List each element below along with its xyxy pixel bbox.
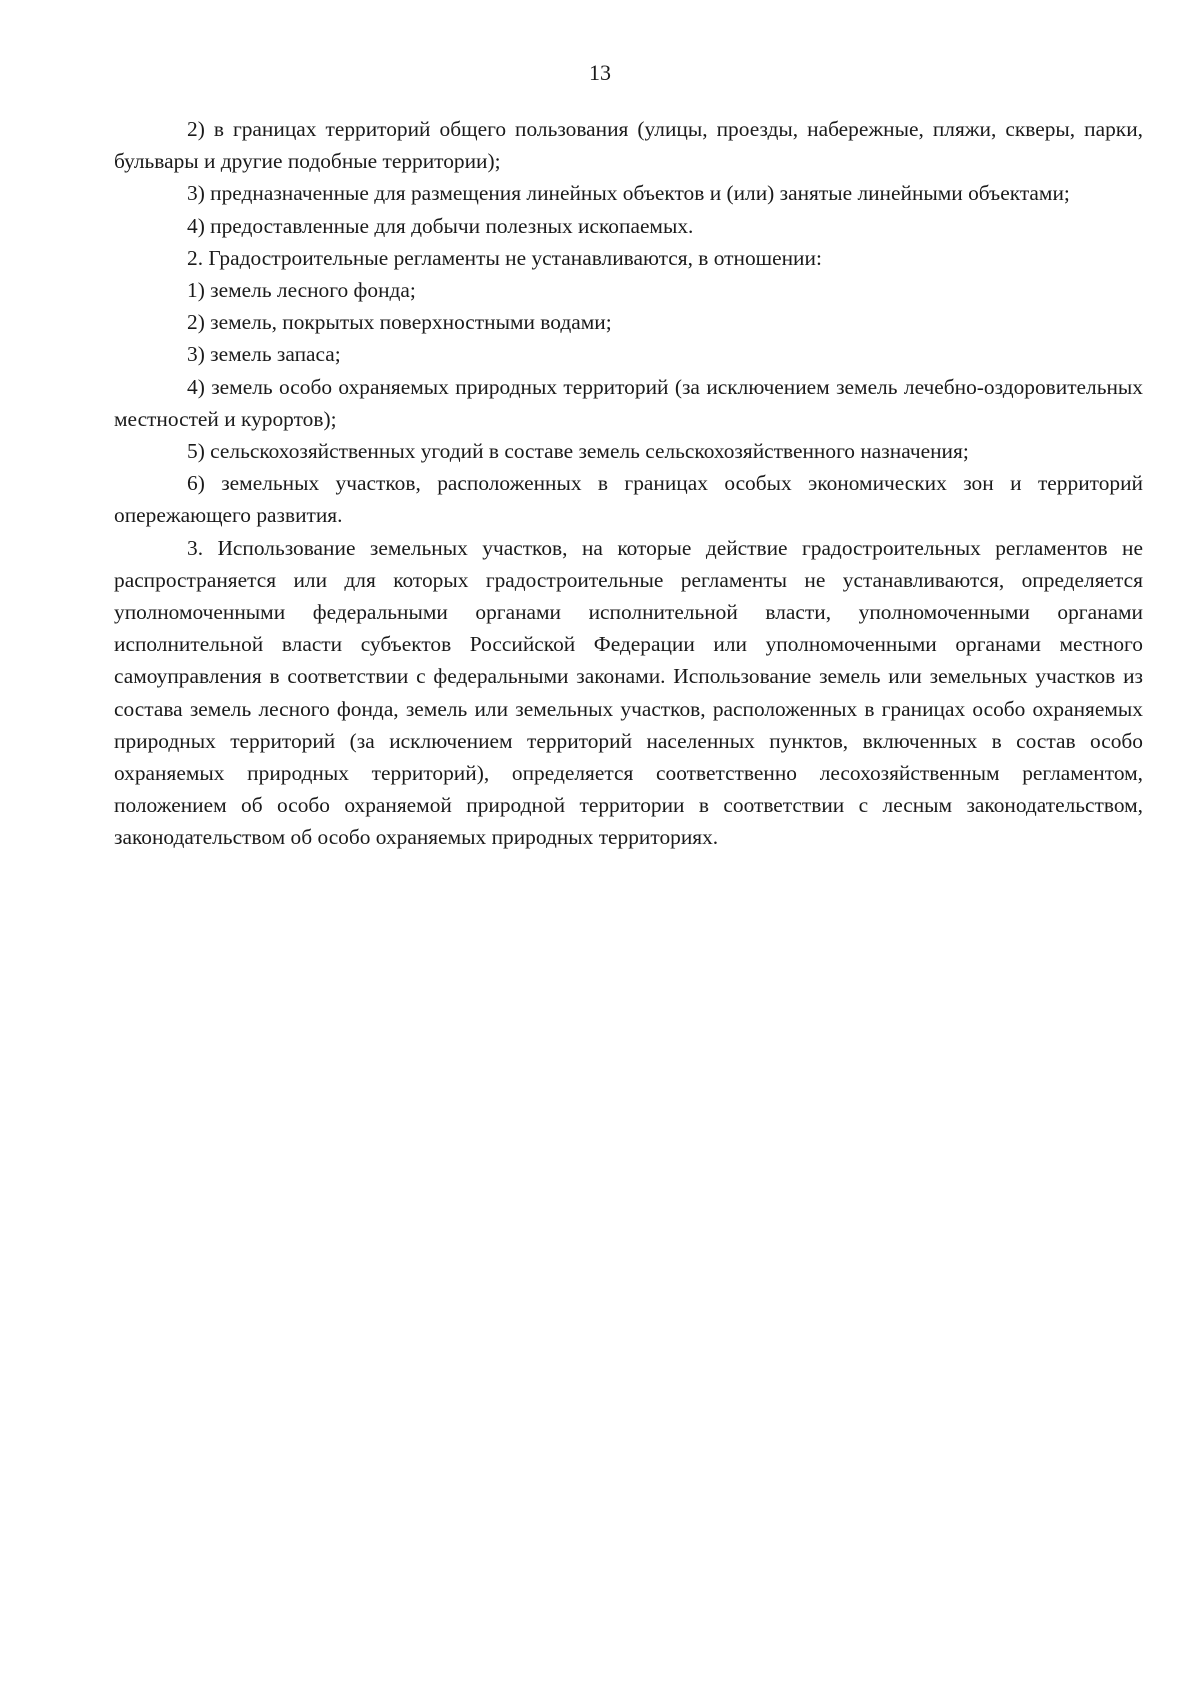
paragraph-item-5-agricultural-lands: 5) сельскохозяйственных угодий в составе земель сельскохозяйственного назначения; <box>187 439 969 464</box>
page-number: 13 <box>589 60 611 85</box>
paragraph-item-1-forest-fund: 1) земель лесного фонда; <box>187 278 416 303</box>
paragraph-item-4-protected-areas: 4) земель особо охраняемых природных территорий (за исключением земель лечебно-оздоровительных местностей и курортов); <box>114 374 1143 431</box>
paragraph-item-2-surface-waters: 2) земель, покрытых поверхностными водами; <box>187 310 612 335</box>
paragraph-item-6-economic-zones: 6) земельных участков, расположенных в границах особых экономических зон и территорий опережающего развития. <box>114 471 1143 528</box>
paragraph-item-2-public-territories: 2) в границах территорий общего пользования (улицы, проезды, набережные, пляжи, скверы, парки, бульвары и другие подобные территории); <box>114 117 1143 174</box>
paragraph-section-2-heading: 2. Градостроительные регламенты не устанавливаются, в отношении: <box>187 245 822 270</box>
document-body <box>114 113 1143 854</box>
paragraph-item-3-linear-objects: 3) предназначенные для размещения линейных объектов и (или) занятые линейными объектами; <box>187 181 1070 206</box>
paragraph-item-4-mineral-extraction: 4) предоставленные для добычи полезных ископаемых. <box>187 213 694 238</box>
paragraph-section-3-land-use: 3. Использование земельных участков, на которые действие градостроительных регламентов не распространяется или для которых градостроительные регламенты не устанавливаются, определяется уполномоченными федеральными органами исполнительной власти, уполномоченными органами исполнительной власти субъектов Российской Федерации или уполномоченными органами местного самоуправления в соответствии с федеральными законами. Использование земель или земельных участков из состава земель лесного фонда, земель или земельных участков, расположенных в границах особо охраняемых природных территорий (за исключением территорий населенных пунктов, включенных в состав особо охраняемых природных территорий), определяется соответственно лесохозяйственным регламентом, положением об особо охраняемой природной территории в соответствии с лесным законодательством, законодательством об особо охраняемых природных территориях. <box>114 535 1143 850</box>
paragraph-item-3-reserve-lands: 3) земель запаса; <box>187 342 341 367</box>
